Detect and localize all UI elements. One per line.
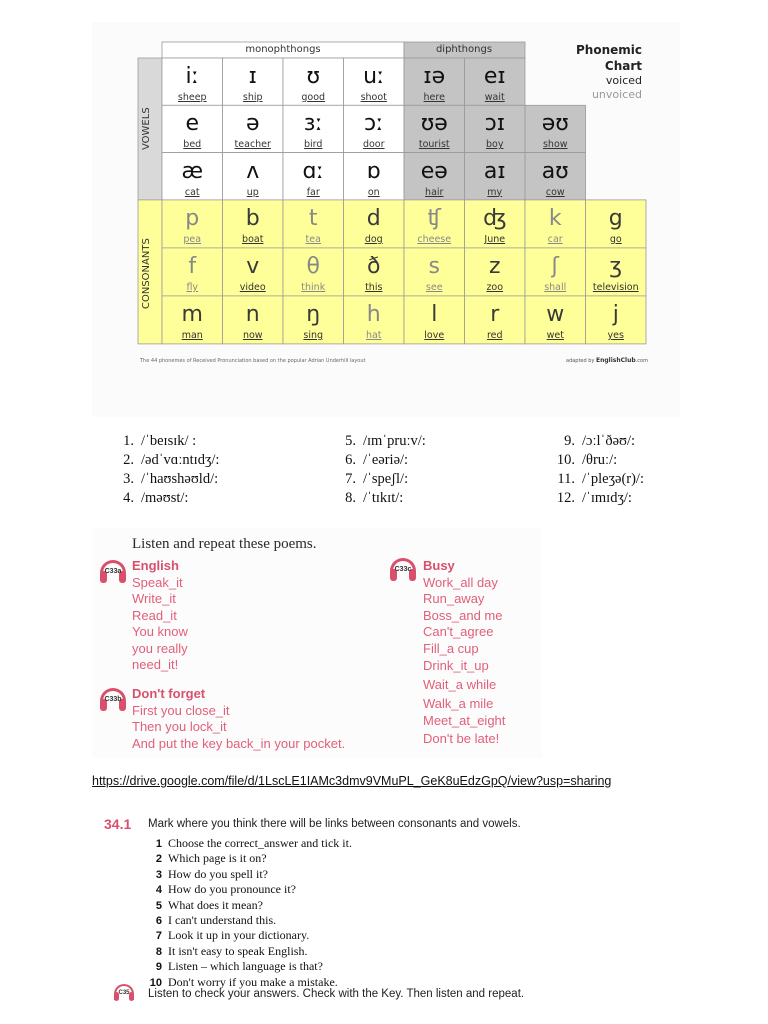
example-word: sing [303, 329, 324, 341]
transcription-column-1 [110, 432, 219, 508]
poem-line: you really [132, 640, 188, 656]
phoneme-cell [162, 105, 223, 152]
phoneme-cell [162, 153, 223, 200]
phoneme-symbol: ɔː [364, 111, 384, 137]
phoneme-cell [283, 153, 344, 200]
phoneme-cell [525, 200, 586, 248]
phoneme-symbol: eɪ [483, 64, 506, 89]
example-word: see [425, 281, 443, 293]
example-word: go [609, 233, 622, 245]
list-item: 5 What does it mean? [155, 897, 263, 912]
example-word: teacher [234, 139, 271, 151]
phoneme-cell [283, 200, 344, 248]
phoneme-cell [344, 58, 405, 105]
phoneme-cell [525, 153, 586, 200]
example-word: pea [183, 233, 202, 245]
phoneme-symbol: ʒ [609, 253, 623, 279]
example-word: television [592, 281, 639, 293]
phoneme-symbol: w [546, 301, 565, 327]
example-word: show [542, 139, 568, 151]
phoneme-symbol: θ [306, 253, 320, 279]
phoneme-cell [223, 296, 284, 344]
phoneme-symbol: k [548, 205, 562, 231]
label-consonants: CONSONANTS [141, 238, 152, 310]
example-word: dog [364, 233, 383, 245]
poems-heading: Listen and repeat these poems. [132, 536, 317, 552]
phoneme-symbol: əʊ [541, 111, 569, 137]
track-label: C35 [118, 990, 130, 996]
legend-unvoiced: unvoiced [591, 88, 642, 101]
exercise-footer: Listen to check your answers. Check with the Key. Then listen and repeat. [148, 988, 525, 1000]
phoneme-cell [465, 58, 526, 105]
phoneme-symbol: m [181, 301, 203, 327]
list-item: 10 Don't worry if you make a mistake. [149, 974, 338, 989]
poem-line: Fill_a cup [423, 640, 479, 656]
phoneme-cell [283, 248, 344, 296]
example-word: cat [184, 186, 200, 198]
exercise-instruction: Mark where you think there will be links between consonants and vowels. [148, 818, 521, 830]
audio-track-icon [390, 558, 416, 584]
chart-caption: The 44 phonemes of Received Pronunciation based on the popular Adrian Underhill layout [140, 358, 366, 364]
phoneme-symbol: t [308, 205, 318, 231]
track-label: C33a [104, 568, 122, 575]
phoneme-symbol: ʃ [551, 253, 559, 279]
phoneme-symbol: ŋ [306, 301, 321, 327]
audio-track-icon [100, 560, 126, 586]
poem-dont-forget [132, 686, 345, 752]
legend-voiced: voiced [605, 74, 642, 87]
list-item: 7 Look it up in your dictionary. [155, 928, 310, 943]
credit-prefix: adapted by [566, 358, 595, 364]
poem-title: Busy [423, 558, 455, 573]
phoneme-cell [465, 248, 526, 296]
phoneme-symbol: ð [367, 253, 381, 279]
example-word: far [306, 186, 320, 198]
poem-line: Write_it [132, 591, 176, 606]
phoneme-symbol: v [246, 253, 260, 279]
phoneme-symbol: ɑː [302, 158, 324, 184]
poem-title: English [132, 558, 179, 573]
phoneme-symbol: aɪ [483, 158, 506, 184]
phoneme-symbol: s [428, 253, 440, 279]
phoneme-symbol: aʊ [541, 158, 569, 184]
poem-english [132, 558, 188, 674]
poem-line: Then you lock_it [132, 719, 227, 734]
chart-credit [566, 357, 648, 364]
list-item: 12. /ˈɪmɪdʒ/: [556, 490, 632, 506]
phoneme-symbol: ʤ [483, 205, 507, 231]
phoneme-symbol: ɒ [366, 158, 381, 184]
list-item: 4. /məʊst/: [123, 490, 189, 506]
phoneme-symbol: z [488, 253, 501, 279]
phoneme-symbol: b [245, 205, 260, 231]
example-word: bird [304, 139, 323, 151]
example-word: wait [484, 92, 505, 103]
phoneme-symbol: eə [420, 158, 448, 184]
example-word: think [301, 281, 326, 293]
phoneme-cell [404, 153, 465, 200]
phoneme-symbol: ə [245, 111, 260, 137]
audio-track-icon [100, 688, 126, 714]
example-word: wet [546, 329, 564, 341]
chart-title-block [570, 42, 642, 102]
poem-line: You know [132, 624, 188, 639]
phoneme-cell [586, 248, 647, 296]
phoneme-cell [162, 296, 223, 344]
phoneme-cell [465, 105, 526, 152]
list-item: 9. /ɔːlˈðəʊ/: [564, 433, 636, 449]
poem-line: Don't be late! [423, 730, 500, 746]
list-item: 8 It isn't easy to speak English. [155, 943, 308, 958]
transcription-column-2 [332, 432, 426, 508]
phoneme-symbol: p [185, 205, 200, 231]
poem-line: Speak_it [132, 574, 183, 590]
phoneme-cell [404, 248, 465, 296]
phoneme-cell [586, 200, 647, 248]
phonemic-chart-panel [92, 22, 680, 417]
header-diphthongs: diphthongs [435, 44, 493, 55]
phoneme-symbol: ɜː [303, 111, 323, 137]
phoneme-cell [344, 200, 405, 248]
poem-line: First you close_it [132, 702, 230, 718]
example-word: good [301, 92, 326, 103]
list-item: 8. /ˈtɪkɪt/: [345, 490, 404, 506]
phoneme-cell [162, 200, 223, 248]
list-item: 6. /ˈeəriə/: [345, 452, 409, 468]
phoneme-cell [465, 296, 526, 344]
list-item: 1 Choose the correct_answer and tick it. [155, 836, 352, 850]
example-word: here [423, 92, 445, 103]
phoneme-symbol: r [490, 301, 500, 327]
phoneme-cell [525, 105, 586, 152]
list-item: 2 Which page is it on? [155, 851, 267, 866]
list-item: 5. /ɪmˈpruːv/: [345, 433, 426, 449]
poem-line: Can't_agree [423, 624, 494, 640]
example-word: car [547, 233, 563, 245]
poem-line: Run_away [423, 591, 485, 607]
list-item: 11. /ˈpleʒə(r)/: [557, 471, 644, 487]
poem-line: need_it! [132, 657, 179, 672]
poem-line: Walk_a mile [423, 695, 494, 711]
phoneme-cell [344, 105, 405, 152]
phoneme-cell [223, 200, 284, 248]
phoneme-symbol: uː [363, 64, 385, 89]
phoneme-cell [586, 296, 647, 344]
list-item: 4 How do you pronounce it? [155, 882, 296, 897]
example-word: this [365, 281, 383, 293]
track-label: C33c [394, 566, 412, 573]
list-item: 3. /ˈhaʊshəʊld/: [123, 471, 219, 487]
phoneme-cell [525, 296, 586, 344]
example-word: shoot [360, 92, 387, 103]
example-word: fly [186, 281, 199, 293]
list-item: 9 Listen – which language is that? [155, 959, 323, 974]
poem-title: Don't forget [132, 686, 206, 701]
phoneme-symbol: ʊ [306, 64, 321, 89]
phoneme-cell [283, 105, 344, 152]
phoneme-cell [283, 58, 344, 105]
phoneme-symbol: ɪə [423, 64, 446, 89]
example-word: tourist [418, 139, 450, 151]
example-word: video [239, 281, 266, 293]
example-word: boy [486, 139, 504, 151]
phoneme-symbol: g [608, 205, 623, 231]
example-word: bed [183, 139, 202, 151]
poems-panel [92, 528, 542, 758]
poem-line: Wait_a while [423, 677, 497, 693]
phoneme-symbol: æ [181, 158, 204, 184]
list-item: 2. /ədˈvɑːntɪdʒ/: [123, 452, 220, 468]
example-word: zoo [486, 281, 504, 293]
phoneme-symbol: l [431, 301, 438, 327]
credit-brand: EnglishClub [596, 357, 636, 364]
google-drive-link[interactable]: https://drive.google.com/file/d/1LscLE1IAMc3dmv9VMuPL_GeK8uEdzGpQ/view?usp=sharing [92, 774, 612, 788]
poem-line: Drink_it_up [423, 657, 489, 673]
poem-line: Boss_and me [423, 607, 503, 623]
phoneme-symbol: ʧ [427, 205, 441, 231]
phoneme-cell [465, 200, 526, 248]
phoneme-cell [223, 153, 284, 200]
example-word: now [242, 329, 263, 341]
phoneme-symbol: h [366, 301, 381, 327]
chart-title-line2: Chart [604, 59, 642, 73]
example-word: ship [242, 92, 263, 103]
example-word: cheese [417, 233, 452, 245]
phoneme-cell [465, 153, 526, 200]
example-word: my [487, 186, 503, 198]
credit-suffix: .com [635, 358, 648, 364]
phoneme-cell [404, 200, 465, 248]
phoneme-cell [404, 58, 465, 105]
poem-line: Work_all day [423, 574, 498, 590]
phoneme-symbol: d [366, 205, 381, 231]
phoneme-symbol: f [188, 253, 197, 279]
phoneme-cell [404, 105, 465, 152]
phoneme-symbol: ɔɪ [484, 111, 505, 137]
phoneme-symbol: j [612, 301, 619, 327]
example-word: hair [425, 186, 444, 198]
example-word: hat [365, 329, 382, 341]
phoneme-cell [344, 153, 405, 200]
example-word: tea [305, 233, 321, 245]
phoneme-cell [223, 105, 284, 152]
example-word: up [246, 186, 259, 198]
example-word: door [362, 139, 385, 151]
label-vowels: VOWELS [141, 107, 152, 151]
phoneme-cell [525, 248, 586, 296]
example-word: boat [242, 233, 264, 245]
exercise-list [144, 836, 352, 990]
phoneme-symbol: e [185, 111, 200, 137]
example-word: on [367, 186, 380, 198]
phoneme-cell [162, 58, 223, 105]
poem-line: And put the key back_in your pocket. [132, 735, 346, 751]
example-word: yes [607, 329, 624, 341]
example-word: red [486, 329, 503, 341]
example-word: sheep [177, 92, 207, 103]
phoneme-symbol: ɪ [248, 64, 257, 89]
list-item: 1. /ˈbeɪsɪk/ : [123, 433, 197, 449]
poem-busy [423, 558, 505, 748]
phoneme-symbol: ʊə [420, 111, 448, 137]
poem-line: Read_it [132, 607, 177, 623]
list-item: 6 I can't understand this. [155, 913, 277, 928]
phoneme-cell [344, 296, 405, 344]
list-item: 10. /θruː/: [556, 452, 618, 468]
phoneme-symbol: ʌ [246, 158, 260, 184]
example-word: love [424, 329, 445, 341]
example-word: June [484, 233, 506, 245]
phoneme-cell [162, 248, 223, 296]
poem-line: Meet_at_eight [423, 713, 506, 729]
phoneme-cell [283, 296, 344, 344]
phoneme-cell [223, 248, 284, 296]
transcription-column-3 [551, 432, 644, 508]
example-word: cow [545, 186, 565, 198]
header-monophthongs: monophthongs [245, 44, 321, 55]
list-item: 3 How do you spell it? [155, 866, 268, 881]
phoneme-cell [223, 58, 284, 105]
phoneme-cell [344, 248, 405, 296]
phoneme-cell [404, 296, 465, 344]
list-item: 7. /ˈspeʃl/: [345, 471, 409, 487]
chart-title-line1: Phonemic [576, 43, 642, 57]
audio-track-icon [114, 984, 134, 1004]
exercise-number: 34.1 [104, 816, 132, 832]
phoneme-symbol: n [245, 301, 260, 327]
phoneme-symbol: iː [185, 64, 200, 89]
example-word: shall [544, 281, 567, 293]
track-label: C33b [104, 696, 122, 703]
example-word: man [181, 329, 203, 341]
exercise-panel [92, 808, 562, 1008]
